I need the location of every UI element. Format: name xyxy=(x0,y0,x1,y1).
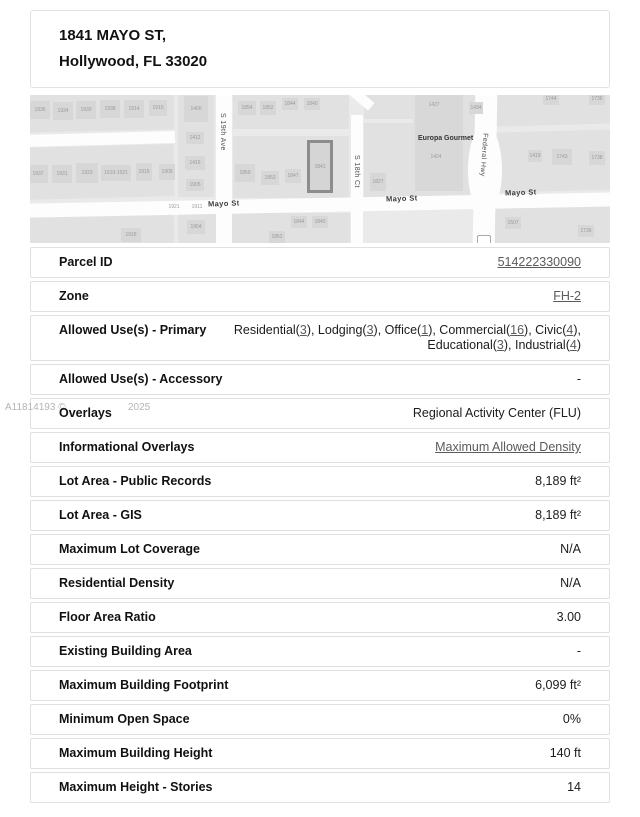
table-row-lot-area-public-records xyxy=(30,466,610,497)
use-count-link[interactable]: 1 xyxy=(421,323,429,337)
row-value: 140 ft xyxy=(549,746,581,760)
building-number: 1914 xyxy=(128,106,140,112)
use-text: ) xyxy=(576,338,581,352)
map-building-1840 xyxy=(312,216,328,228)
building-number: 1919-1921 xyxy=(104,170,128,176)
map-building-1853 xyxy=(261,171,279,185)
map-building-1909 xyxy=(159,164,175,180)
building-number: 1827 xyxy=(372,179,384,185)
building-number: 1852 xyxy=(271,234,283,240)
use-text: ), Industrial( xyxy=(503,338,570,352)
building-number: 1736 xyxy=(580,228,592,234)
table-row-informational-overlays xyxy=(30,432,610,463)
mls-watermark-right: 2025 xyxy=(128,402,151,413)
building-number: 1400 xyxy=(190,106,202,112)
map-building-1937 xyxy=(30,165,48,183)
building-number: 1844 xyxy=(284,101,296,107)
row-value: - xyxy=(576,372,581,386)
map-building-1854 xyxy=(238,101,256,115)
building-number: 1931 xyxy=(56,171,68,177)
building-number: 1743 xyxy=(556,154,568,160)
map-building-1738 xyxy=(589,151,605,165)
use-count-link[interactable]: 4 xyxy=(569,338,577,352)
row-label: Maximum Building Footprint xyxy=(59,678,229,692)
map-building-1424 xyxy=(425,153,447,161)
map-building-1507 xyxy=(505,217,521,229)
street-label-mayo-st-left: Mayo St xyxy=(207,198,240,209)
use-count-link[interactable]: 3 xyxy=(366,323,374,337)
map-building-1419 xyxy=(528,150,542,162)
building-number: 1507 xyxy=(507,220,519,226)
building-number: 1424 xyxy=(430,154,442,160)
table-row-maximum-building-height xyxy=(30,738,610,769)
table-row-existing-building-area xyxy=(30,636,610,667)
map-building-1904 xyxy=(187,220,205,234)
use-count-link[interactable]: 16 xyxy=(510,323,525,337)
use-text: ), Civic( xyxy=(524,323,567,337)
table-row-overlays xyxy=(30,398,610,429)
building-number: 1930 xyxy=(80,107,92,113)
table-row-parcel-id xyxy=(30,247,610,278)
building-number: 1905 xyxy=(189,182,201,188)
map-building-1412 xyxy=(186,132,204,144)
row-value: - xyxy=(576,644,581,658)
street-label-federal-hwy: Federal Hwy xyxy=(478,132,489,177)
building-number: 1918 xyxy=(125,232,137,238)
building-number: 1910 xyxy=(152,105,164,111)
building-number: 1419 xyxy=(529,153,541,159)
map-building-1915 xyxy=(136,163,152,181)
row-value-link[interactable]: 514222330090 xyxy=(497,255,581,269)
address-line-1: 1841 MAYO ST, xyxy=(59,27,166,44)
map-building-1400 xyxy=(184,96,208,122)
building-number: 1937 xyxy=(32,171,44,177)
table-row-maximum-lot-coverage xyxy=(30,534,610,565)
map-building-1938 xyxy=(100,100,120,118)
map-building-1736 xyxy=(578,225,594,237)
table-row-allowed-use-s-primary xyxy=(30,315,610,361)
row-label: Maximum Height - Stories xyxy=(59,780,213,794)
map-building-1923 xyxy=(76,163,98,183)
building-number: 1847 xyxy=(287,173,299,179)
map-building-1919-1921 xyxy=(101,165,131,181)
poi-label-europa-gourmet: Europa Gourmet xyxy=(418,135,474,142)
building-number: 1738 xyxy=(591,155,603,161)
row-label: Zone xyxy=(59,289,89,303)
map-building-1434 xyxy=(469,102,483,114)
row-label: Parcel ID xyxy=(59,255,113,269)
highlighted-parcel[interactable] xyxy=(307,140,333,193)
building-number: 1938 xyxy=(104,106,116,112)
row-label: Existing Building Area xyxy=(59,644,192,658)
highway-shield-icon xyxy=(477,235,491,243)
map-building-1743 xyxy=(552,149,572,165)
map-building-1911 xyxy=(186,203,208,211)
building-number: 1921 xyxy=(168,204,180,210)
table-row-maximum-building-footprint xyxy=(30,670,610,701)
row-value: N/A xyxy=(560,576,581,590)
building-number: 1859 xyxy=(239,170,251,176)
map-building-1416 xyxy=(185,156,205,170)
europa-gourmet-building xyxy=(415,95,463,191)
map-building-1930 xyxy=(76,101,96,119)
street-label-s18th-ct: S 18th Ct xyxy=(353,155,360,188)
row-label: Floor Area Ratio xyxy=(59,610,156,624)
row-value: 3.00 xyxy=(556,610,581,624)
row-label: Lot Area - Public Records xyxy=(59,474,212,488)
building-number: 1852 xyxy=(262,105,274,111)
use-text: ), Educational( xyxy=(427,323,585,352)
map-building-1859 xyxy=(235,164,255,182)
row-label: Maximum Lot Coverage xyxy=(59,542,201,556)
building-number: 1412 xyxy=(189,135,201,141)
building-number: 1923 xyxy=(81,170,93,176)
row-value: 0% xyxy=(562,712,581,726)
building-number: 1936 xyxy=(34,107,46,113)
building-number: 1736 xyxy=(591,96,603,102)
map-building-1905 xyxy=(186,179,204,191)
row-value-link[interactable]: FH-2 xyxy=(553,289,581,303)
row-value: 8,189 ft² xyxy=(535,474,581,488)
use-count-link[interactable]: 4 xyxy=(566,323,574,337)
row-value xyxy=(209,323,585,353)
street-label-mayo-st-center: Mayo St xyxy=(385,193,418,204)
building-number: 1416 xyxy=(189,160,201,166)
row-label: Informational Overlays xyxy=(59,440,195,454)
street-label-mayo-st-right: Mayo St xyxy=(504,187,537,198)
building-number: 1853 xyxy=(264,175,276,181)
building-number: 1840 xyxy=(306,101,318,107)
map-building-1910 xyxy=(149,100,167,116)
map-building-1931 xyxy=(52,165,72,183)
map-building-1827 xyxy=(370,173,386,191)
table-row-minimum-open-space xyxy=(30,704,610,735)
map-building-1844 xyxy=(282,98,298,110)
use-count-link[interactable]: 3 xyxy=(299,323,307,337)
map-building-1844 xyxy=(291,216,307,228)
building-number: 1854 xyxy=(241,105,253,111)
map-building-1918 xyxy=(121,228,141,242)
row-label: Allowed Use(s) - Primary xyxy=(59,323,207,337)
map-building-1934 xyxy=(53,102,73,120)
map-building-1840 xyxy=(304,98,320,110)
table-row-lot-area-gis xyxy=(30,500,610,531)
row-value: N/A xyxy=(560,542,581,556)
building-number: 1911 xyxy=(191,204,203,210)
parcel-map[interactable] xyxy=(30,95,610,243)
use-text: ), Office( xyxy=(373,323,422,337)
address-line-2: Hollywood, FL 33020 xyxy=(59,53,208,70)
row-label: Overlays xyxy=(59,406,112,420)
map-building-1852 xyxy=(260,101,276,115)
row-value: 6,099 ft² xyxy=(535,678,581,692)
map-building-1847 xyxy=(285,169,301,183)
street-label-s19th-ave: S 19th Ave xyxy=(219,113,226,151)
row-label: Minimum Open Space xyxy=(59,712,190,726)
row-label: Residential Density xyxy=(59,576,175,590)
table-row-floor-area-ratio xyxy=(30,602,610,633)
row-value: 14 xyxy=(567,780,581,794)
table-row-residential-density xyxy=(30,568,610,599)
row-value: Regional Activity Center (FLU) xyxy=(412,406,581,420)
use-text: Residential( xyxy=(233,323,300,337)
use-count-link[interactable]: 3 xyxy=(496,338,504,352)
building-number: 1744 xyxy=(545,96,557,102)
table-row-zone xyxy=(30,281,610,312)
row-value: 8,189 ft² xyxy=(535,508,581,522)
table-row-allowed-use-s-accessory xyxy=(30,364,610,395)
row-label: Maximum Building Height xyxy=(59,746,213,760)
map-building-1736 xyxy=(589,95,605,105)
building-number: 1844 xyxy=(293,219,305,225)
map-building-1427 xyxy=(423,101,445,109)
row-value-link[interactable]: Maximum Allowed Density xyxy=(435,440,581,454)
building-number: 1427 xyxy=(428,102,440,108)
use-text: ), Lodging( xyxy=(306,323,367,337)
highlighted-parcel-number: 1841 xyxy=(314,163,326,170)
map-building-1936 xyxy=(30,101,50,119)
use-text: ), Commercial( xyxy=(428,323,511,337)
map-building-1921 xyxy=(163,203,185,211)
map-block xyxy=(364,95,414,119)
building-number: 1904 xyxy=(190,224,202,230)
building-number: 1915 xyxy=(138,169,150,175)
address-header xyxy=(30,10,610,88)
table-row-maximum-height-stories xyxy=(30,772,610,803)
building-number: 1434 xyxy=(470,105,482,111)
building-number: 1909 xyxy=(161,169,173,175)
attribute-table xyxy=(30,247,610,803)
map-building-1852 xyxy=(269,231,285,243)
row-label: Allowed Use(s) - Accessory xyxy=(59,372,223,386)
row-label: Lot Area - GIS xyxy=(59,508,142,522)
building-number: 1934 xyxy=(57,108,69,114)
map-building-1744 xyxy=(543,95,559,105)
mls-watermark-left: A11814193 © xyxy=(5,402,66,413)
map-building-1914 xyxy=(124,100,144,118)
building-number: 1840 xyxy=(314,219,326,225)
